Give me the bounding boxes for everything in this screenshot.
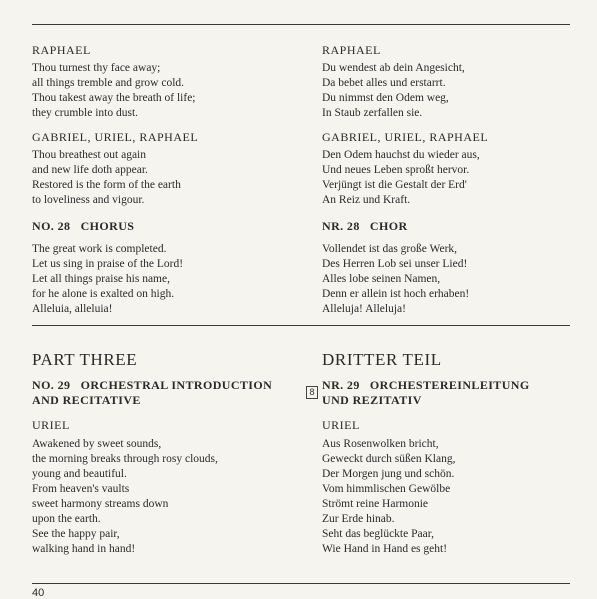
verse (32, 437, 304, 557)
verse-line: Des Herren Lob sei unser Lied! (322, 258, 468, 270)
speaker-name: RAPHAEL (322, 43, 381, 57)
verse-line: they crumble into dust. (32, 107, 139, 119)
verse-line: Vollendet ist das große Werk, (322, 243, 458, 255)
verse-line: Geweckt durch süßen Klang, (322, 453, 456, 465)
verse-line: Thou takest away the breath of life; (32, 92, 196, 104)
verse-line: Strömt reine Harmonie (322, 498, 429, 510)
verse-line: Du nimmst den Odem weg, (322, 92, 449, 104)
speaker-name: URIEL (322, 418, 360, 432)
part-title: DRITTER TEIL (322, 350, 442, 369)
verse-line: Den Odem hauchst du wieder aus, (322, 149, 480, 161)
section-heading: NR. 29 ORCHESTEREINLEITUNG (322, 378, 530, 392)
verse-line: and new life doth appear. (32, 164, 148, 176)
verse-line: The great work is completed. (32, 243, 167, 255)
verse-line: Awakened by sweet sounds, (32, 438, 162, 450)
speaker-name: GABRIEL, URIEL, RAPHAEL (32, 130, 199, 144)
verse-line: Und neues Leben sproßt hervor. (322, 164, 470, 176)
page-number: 40 (32, 587, 45, 599)
verse-line: Vom himmlischen Gewölbe (322, 483, 451, 495)
english-column-lower (32, 350, 304, 557)
verse-line: Let us sing in praise of the Lord! (32, 258, 184, 270)
verse-line: Wie Hand in Hand es geht! (322, 543, 448, 555)
verse-line: See the happy pair, (32, 528, 120, 540)
track-number-marker: 8 (306, 386, 318, 399)
section-heading: NO. 28 CHORUS (32, 219, 135, 233)
verse-line: Aus Rosenwolken bricht, (322, 438, 439, 450)
verse-line: Restored is the form of the earth (32, 179, 181, 191)
verse (322, 437, 584, 557)
verse-line: walking hand in hand! (32, 543, 136, 555)
section-heading-continued: AND RECITATIVE (32, 393, 141, 407)
section-heading: NR. 28 CHOR (322, 219, 408, 233)
speaker-name: RAPHAEL (32, 43, 91, 57)
verse-line: An Reiz und Kraft. (322, 194, 411, 206)
verse-line: Verjüngt ist die Gestalt der Erd' (322, 179, 467, 191)
verse-line: to loveliness and vigour. (32, 194, 145, 206)
verse-line: Alleluia, alleluia! (32, 303, 113, 315)
verse-line: Zur Erde hinab. (322, 513, 395, 525)
verse (32, 148, 282, 208)
verse-line: sweet harmony streams down (32, 498, 169, 510)
german-column-lower (322, 350, 584, 557)
section-heading-continued: UND REZITATIV (322, 393, 422, 407)
verse-line: Denn er allein ist hoch erhaben! (322, 288, 470, 300)
english-column-upper (32, 42, 282, 317)
verse-line: In Staub zerfallen sie. (322, 107, 423, 119)
verse-line: Alles lobe seinen Namen, (322, 273, 441, 285)
verse-line: Thou turnest thy face away; (32, 62, 161, 74)
verse-line: upon the earth. (32, 513, 101, 525)
speaker-name: URIEL (32, 418, 70, 432)
part-title: PART THREE (32, 350, 138, 369)
verse-line: young and beautiful. (32, 468, 127, 480)
verse-line: Der Morgen jung und schön. (322, 468, 455, 480)
bottom-rule (32, 583, 570, 584)
verse-line: From heaven's vaults (32, 483, 130, 495)
verse (322, 242, 572, 317)
speaker-name: GABRIEL, URIEL, RAPHAEL (322, 130, 489, 144)
verse-line: Thou breathest out again (32, 149, 147, 161)
section-rule (32, 325, 570, 326)
german-column-upper (322, 42, 572, 317)
verse (32, 242, 282, 317)
verse-line: Seht das beglückte Paar, (322, 528, 434, 540)
section-heading: NO. 29 ORCHESTRAL INTRODUCTION (32, 378, 273, 392)
top-rule (32, 24, 570, 25)
verse-line: the morning breaks through rosy clouds, (32, 453, 218, 465)
verse-line: all things tremble and grow cold. (32, 77, 185, 89)
verse-line: Alleluja! Alleluja! (322, 303, 406, 315)
verse (322, 148, 572, 208)
verse (322, 61, 572, 121)
verse-line: Du wendest ab dein Angesicht, (322, 62, 465, 74)
verse-line: Let all things praise his name, (32, 273, 170, 285)
verse-line: Da bebet alles und erstarrt. (322, 77, 446, 89)
verse (32, 61, 282, 121)
verse-line: for he alone is exalted on high. (32, 288, 175, 300)
